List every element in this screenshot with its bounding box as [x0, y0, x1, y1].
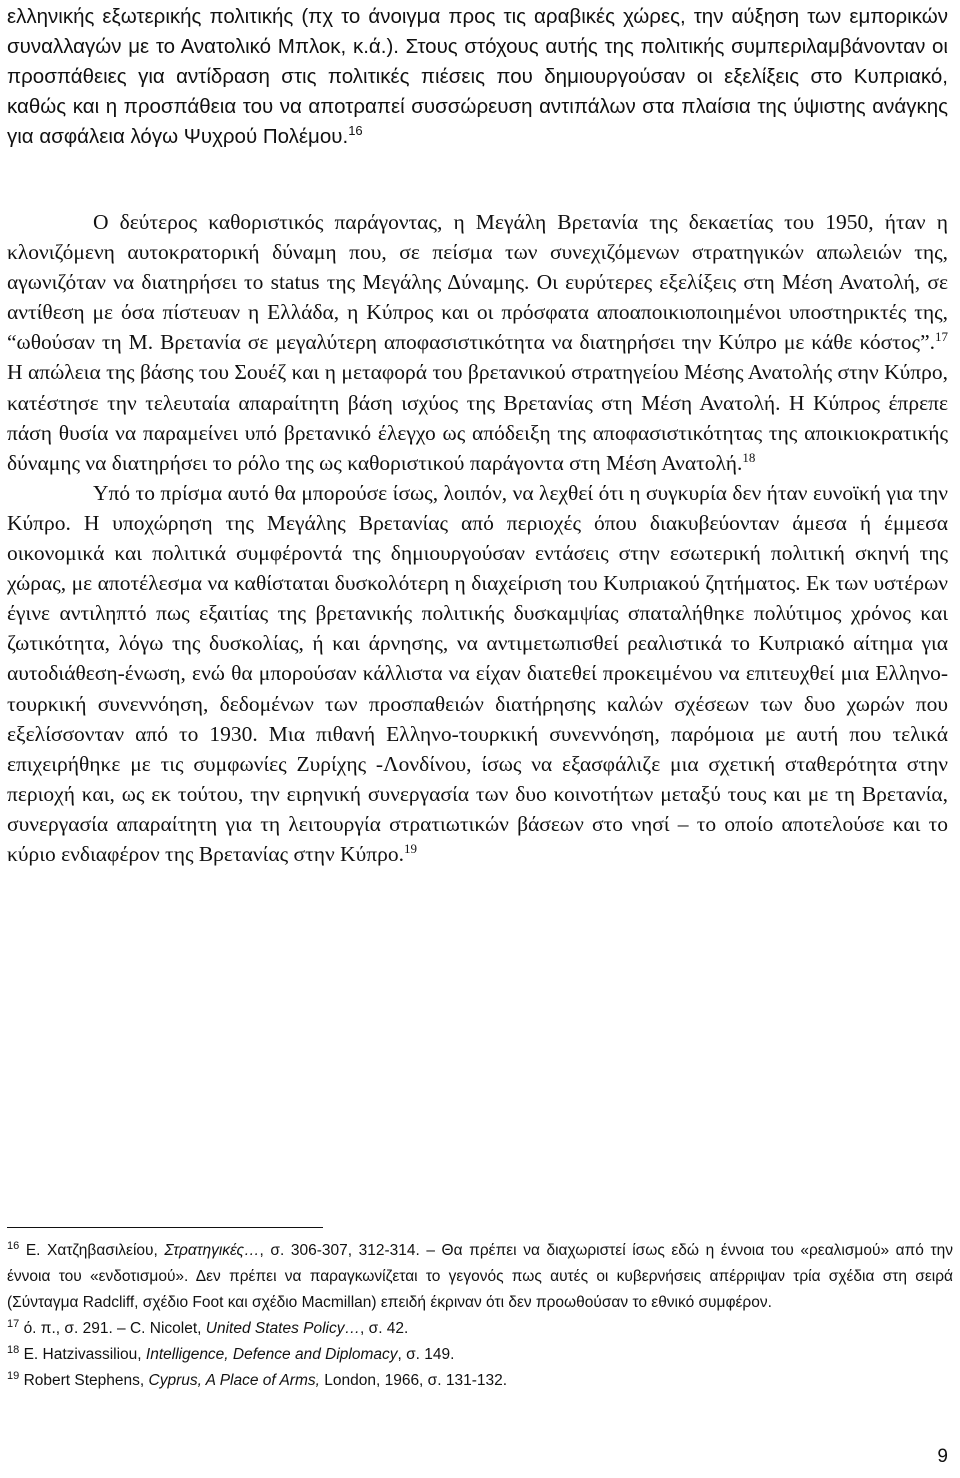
footnote-19 — [7, 1368, 953, 1394]
footnote-text: , σ. 306-307, 312-314. – Θα πρέπει να διαχωριστεί ίσως εδώ η έννοια του «ρεαλισμού» από την έννοια του «ενδοτισμού». Δεν πρέπει να παραγκωνίζεται το γεγονός πως αυτές οι κυβερνήσεις απέρριψαν τρία σχέδια στη σειρά (Σύνταγμα Radcliff, σχέδιο Foot και σχέδιο Macmillan) επειδή έκριναν ότι δεν προωθούσαν το εθνικό συμφέρον. — [7, 1242, 954, 1311]
paragraph-conjuncture — [7, 478, 948, 869]
paragraph-britain-text-a: Ο δεύτερος καθοριστικός παράγοντας, η Μεγάλη Βρετανία της δεκαετίας του 1950, ήταν η κλονιζόμενη αυτοκρατορική δύναμη που, σε πείσμα των συνεχιζόμενων στρατηγικών απωλειών της, αγωνιζόταν να διατηρήσει το status της Μεγάλης Δύναμης. Οι ευρύτερες εξελίξεις στη Μέση Ανατολή, σε αντίθεση με όσα πίστευαν η Ελλάδα, η Κύπρος και οι πρόσφατα αποαποικιοποιημένοι υποστηρικτές της, “ωθούσαν τη Μ. Βρετανία σε μεγαλύτερη αποφασιστικότητα να διατηρήσει την Κύπρο με κάθε κόστος”. — [7, 210, 948, 355]
footnote-text: , σ. 42. — [360, 1320, 409, 1337]
footnote-text: Robert Stephens, — [23, 1372, 149, 1389]
footnote-16 — [7, 1238, 953, 1316]
page-number: 9 — [937, 1446, 948, 1467]
footnotes — [7, 1238, 953, 1394]
footnote-number: 17 — [7, 1318, 20, 1330]
footnote-text: ό. π., σ. 291. – C. Nicolet, — [23, 1320, 206, 1337]
footnote-number: 16 — [7, 1240, 20, 1252]
paragraph-conjuncture-text: Υπό το πρίσμα αυτό θα μπορούσε ίσως, λοιπόν, να λεχθεί ότι η συγκυρία δεν ήταν ευνοϊκή για την Κύπρο. Η υποχώρηση της Μεγάλης Βρετανίας από περιοχές όπου διακυβεύονταν άμεσα ή έμμεσα οικονομικά και πολιτικά συμφέροντά της δημιουργούσαν εντάσεις στην εσωτερική πολιτική σκηνή της χώρας, με αποτέλεσμα να καθίσταται δυσκολότερη η διαχείριση του Κυπριακού ζητήματος. Εκ των υστέρων έγινε αντιληπτό πως εξαιτίας της βρετανικής πολιτικής δυσκαμψίας σπαταλήθηκε πολύτιμος χρόνος και ζωτικότητα, λόγω της δυσκολίας, ή και άρνησης, να αντιμετωπισθεί ρεαλιστικά το Κυπριακό αίτημα για αυτοδιάθεση-ένωση, ενώ θα μπορούσαν κάλλιστα να είχαν διατεθεί προκειμένου να επιτευχθεί μια Ελληνο-τουρκική συνεννόηση, δεδομένων των προσπαθειών διατήρησης καλών σχέσεων των δυο χωρών που εξελίσσονταν από το 1930. Μια πιθανή Ελληνο-τουρκική συνεννόηση, παρόμοια με αυτή που τελικά επιχειρήθηκε με τις συμφωνίες Ζυρίχης -Λονδίνου, ίσως να εξασφάλιζε μια σχετική σταθερότητα στην περιοχή και, ως εκ τούτου, την ειρηνική συνεργασία των δυο κοινοτήτων μεταξύ τους και με τη Βρετανία, συνεργασία απαραίτητη για τη λειτουργία στρατιωτικών βάσεων στο νησί – το οποίο αποτελούσε και το κύριο ενδιαφέρον της Βρετανίας στην Κύπρο. — [7, 480, 948, 866]
footnote-text: London, 1966, σ. 131-132. — [319, 1372, 508, 1389]
footnote-title: Cyprus, A Place of Arms, — [148, 1372, 320, 1389]
footnote-ref-18: 18 — [742, 449, 756, 465]
footnote-separator — [7, 1227, 323, 1228]
footnote-title: Στρατηγικές… — [164, 1242, 260, 1259]
footnote-17 — [7, 1316, 953, 1342]
footnote-18 — [7, 1342, 953, 1368]
footnote-text: Ε. Χατζηβασιλείου, — [25, 1242, 165, 1259]
footnote-number: 18 — [7, 1344, 20, 1356]
footnote-text: , σ. 149. — [397, 1346, 455, 1363]
footnote-title: United States Policy… — [205, 1320, 361, 1337]
footnote-text: E. Hatzivassiliou, — [23, 1346, 146, 1363]
paragraph-britain — [7, 207, 948, 478]
footnote-ref-19: 19 — [403, 840, 417, 856]
main-body — [7, 207, 948, 869]
intro-text: ελληνικής εξωτερικής πολιτικής (πχ το άνοιγμα προς τις αραβικές χώρες, την αύξηση των εμπορικών συναλλαγών με το Ανατολικό Μπλοκ, κ.ά.). Στους στόχους αυτής της πολιτικής συμπεριλαμβάνονταν οι προσπάθειες για αντίδραση στις πολιτικές πιέσεις που δημιουργούσαν οι εξελίξεις στο Κυπριακό, καθώς και η προσπάθεια του να αποτραπεί συσσώρευση αντιπάλων στα πλαίσια της ύψιστης ανάγκης για ασφάλεια λόγω Ψυχρού Πολέμου. — [7, 5, 948, 149]
paragraph-britain-text-b: Η απώλεια της βάσης του Σουέζ και η μεταφορά του βρετανικού στρατηγείου Μέσης Ανατολής στην Κύπρο, κατέστησε την τελευταία απαραίτητη βάση ισχύος της Βρετανίας στη Μέση Ανατολή. Η Κύπρος έπρεπε πάση θυσία να παραμείνει υπό βρετανικό έλεγχο ως απόδειξη της αποφασιστικότητας της αποικιοκρατικής δύναμης να διατηρήσει το ρόλο της ως καθοριστικού παράγοντα στη Μέση Ανατολή. — [7, 360, 948, 475]
footnote-number: 19 — [7, 1370, 20, 1382]
footnote-ref-17: 17 — [935, 329, 948, 345]
paragraph-intro — [7, 2, 948, 152]
footnote-title: Intelligence, Defence and Diplomacy — [145, 1346, 398, 1363]
footnote-ref-16: 16 — [348, 123, 363, 139]
